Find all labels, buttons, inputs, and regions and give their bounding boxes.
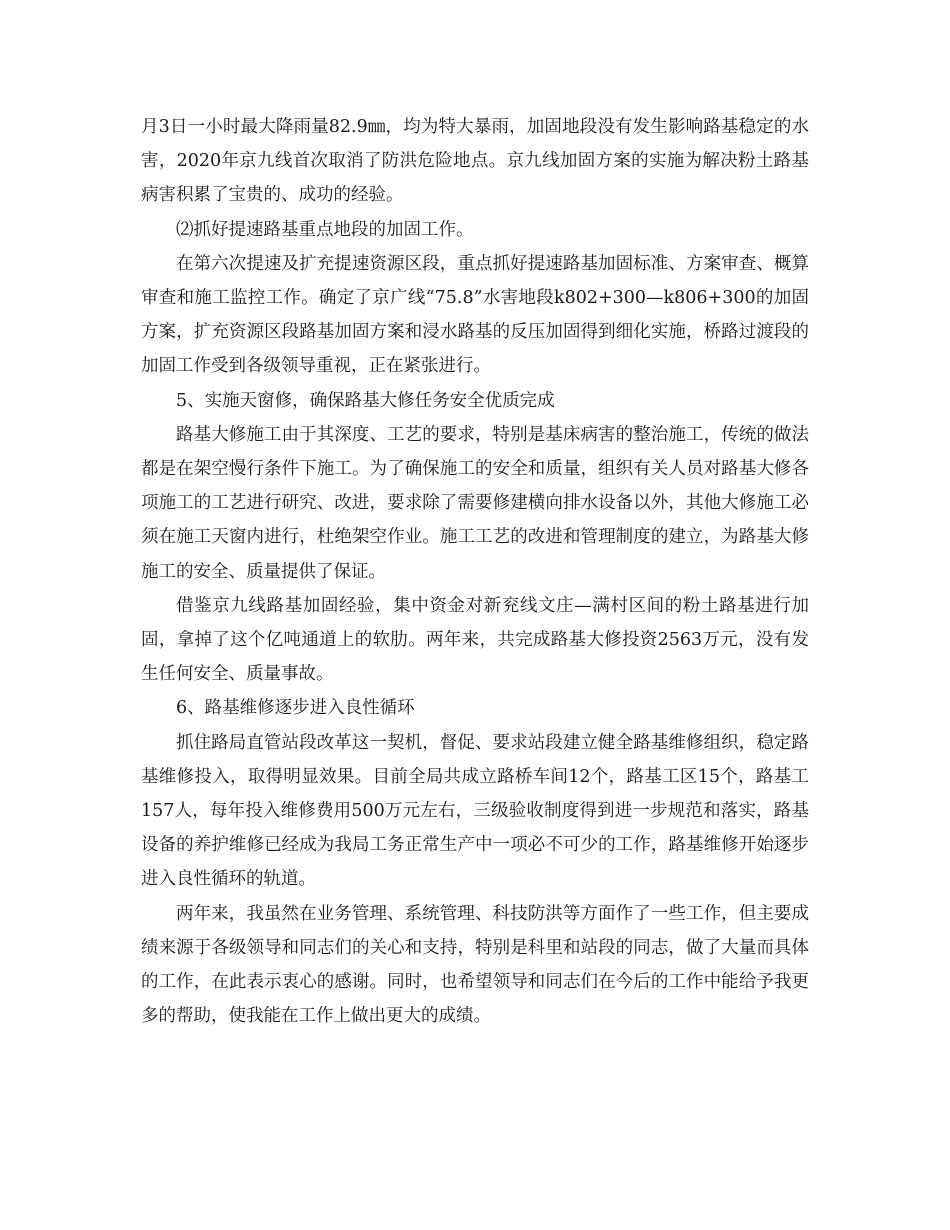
- heading-section-5: 5、实施天窗修，确保路基大修任务安全优质完成: [176, 390, 555, 411]
- paragraph-overhaul-investment: 借鉴京九线路基加固经验，集中资金对新兖线文庄—满村区间的粉土路基进行加固，拿掉了这个亿吨通道上的软肋。两年来，共完成路基大修投资2563万元，没有发生任何安全、质量事故。: [141, 595, 809, 685]
- paragraph-maintenance: 抓住路局直管站段改革这一契机，督促、要求站段建立健全路基维修组织，稳定路基维修投入，取得明显效果。目前全局共成立路桥车间12个，路基工区15个，路基工157人，每年投入维修费用500万元左右，三级验收制度得到进一步规范和落实，路基设备的养护维修已经成为我局工务正常生产中一项必不可少的工作，路基维修开始逐步进入良性循环的轨道。: [141, 732, 809, 890]
- document-page: [141, 110, 809, 1033]
- paragraph-speedup-reinforcement: 在第六次提速及扩充提速资源区段，重点抓好提速路基加固标准、方案审查、概算审查和施工监控工作。确定了京广线“75.8”水害地段k802+300—k806+300的加固方案，扩充资源区段路基加固方案和浸水路基的反压加固得到细化实施，桥路过渡段的加固工作受到各级领导重视，正在紧张进行。: [141, 253, 809, 377]
- paragraph-overhaul-construction: 路基大修施工由于其深度、工艺的要求，特别是基床病害的整治施工，传统的做法都是在架空慢行条件下施工。为了确保施工的安全和质量，组织有关人员对路基大修各项施工的工艺进行研究、改进，要求除了需要修建横向排水设备以外，其他大修施工必须在施工天窗内进行，杜绝架空作业。施工工艺的改进和管理制度的建立，为路基大修施工的安全、质量提供了保证。: [141, 424, 809, 582]
- heading-section-6: 6、路基维修逐步进入良性循环: [176, 698, 415, 719]
- paragraph-acknowledgement: 两年来，我虽然在业务管理、系统管理、科技防洪等方面作了一些工作，但主要成绩来源于各级领导和同志们的关心和支持，特别是科里和站段的同志，做了大量而具体的工作，在此表示衷心的感谢。同时，也希望领导和同志们在今后的工作中能给予我更多的帮助，使我能在工作上做出更大的成绩。: [141, 903, 809, 1027]
- paragraph-continuation: 月3日一小时最大降雨量82.9㎜，均为特大暴雨，加固地段没有发生影响路基稳定的水害，2020年京九线首次取消了防洪危险地点。京九线加固方案的实施为解决粉土路基病害积累了宝贵的、成功的经验。: [141, 117, 809, 206]
- subheading-speedup-reinforcement: ⑵抓好提速路基重点地段的加固工作。: [176, 219, 474, 240]
